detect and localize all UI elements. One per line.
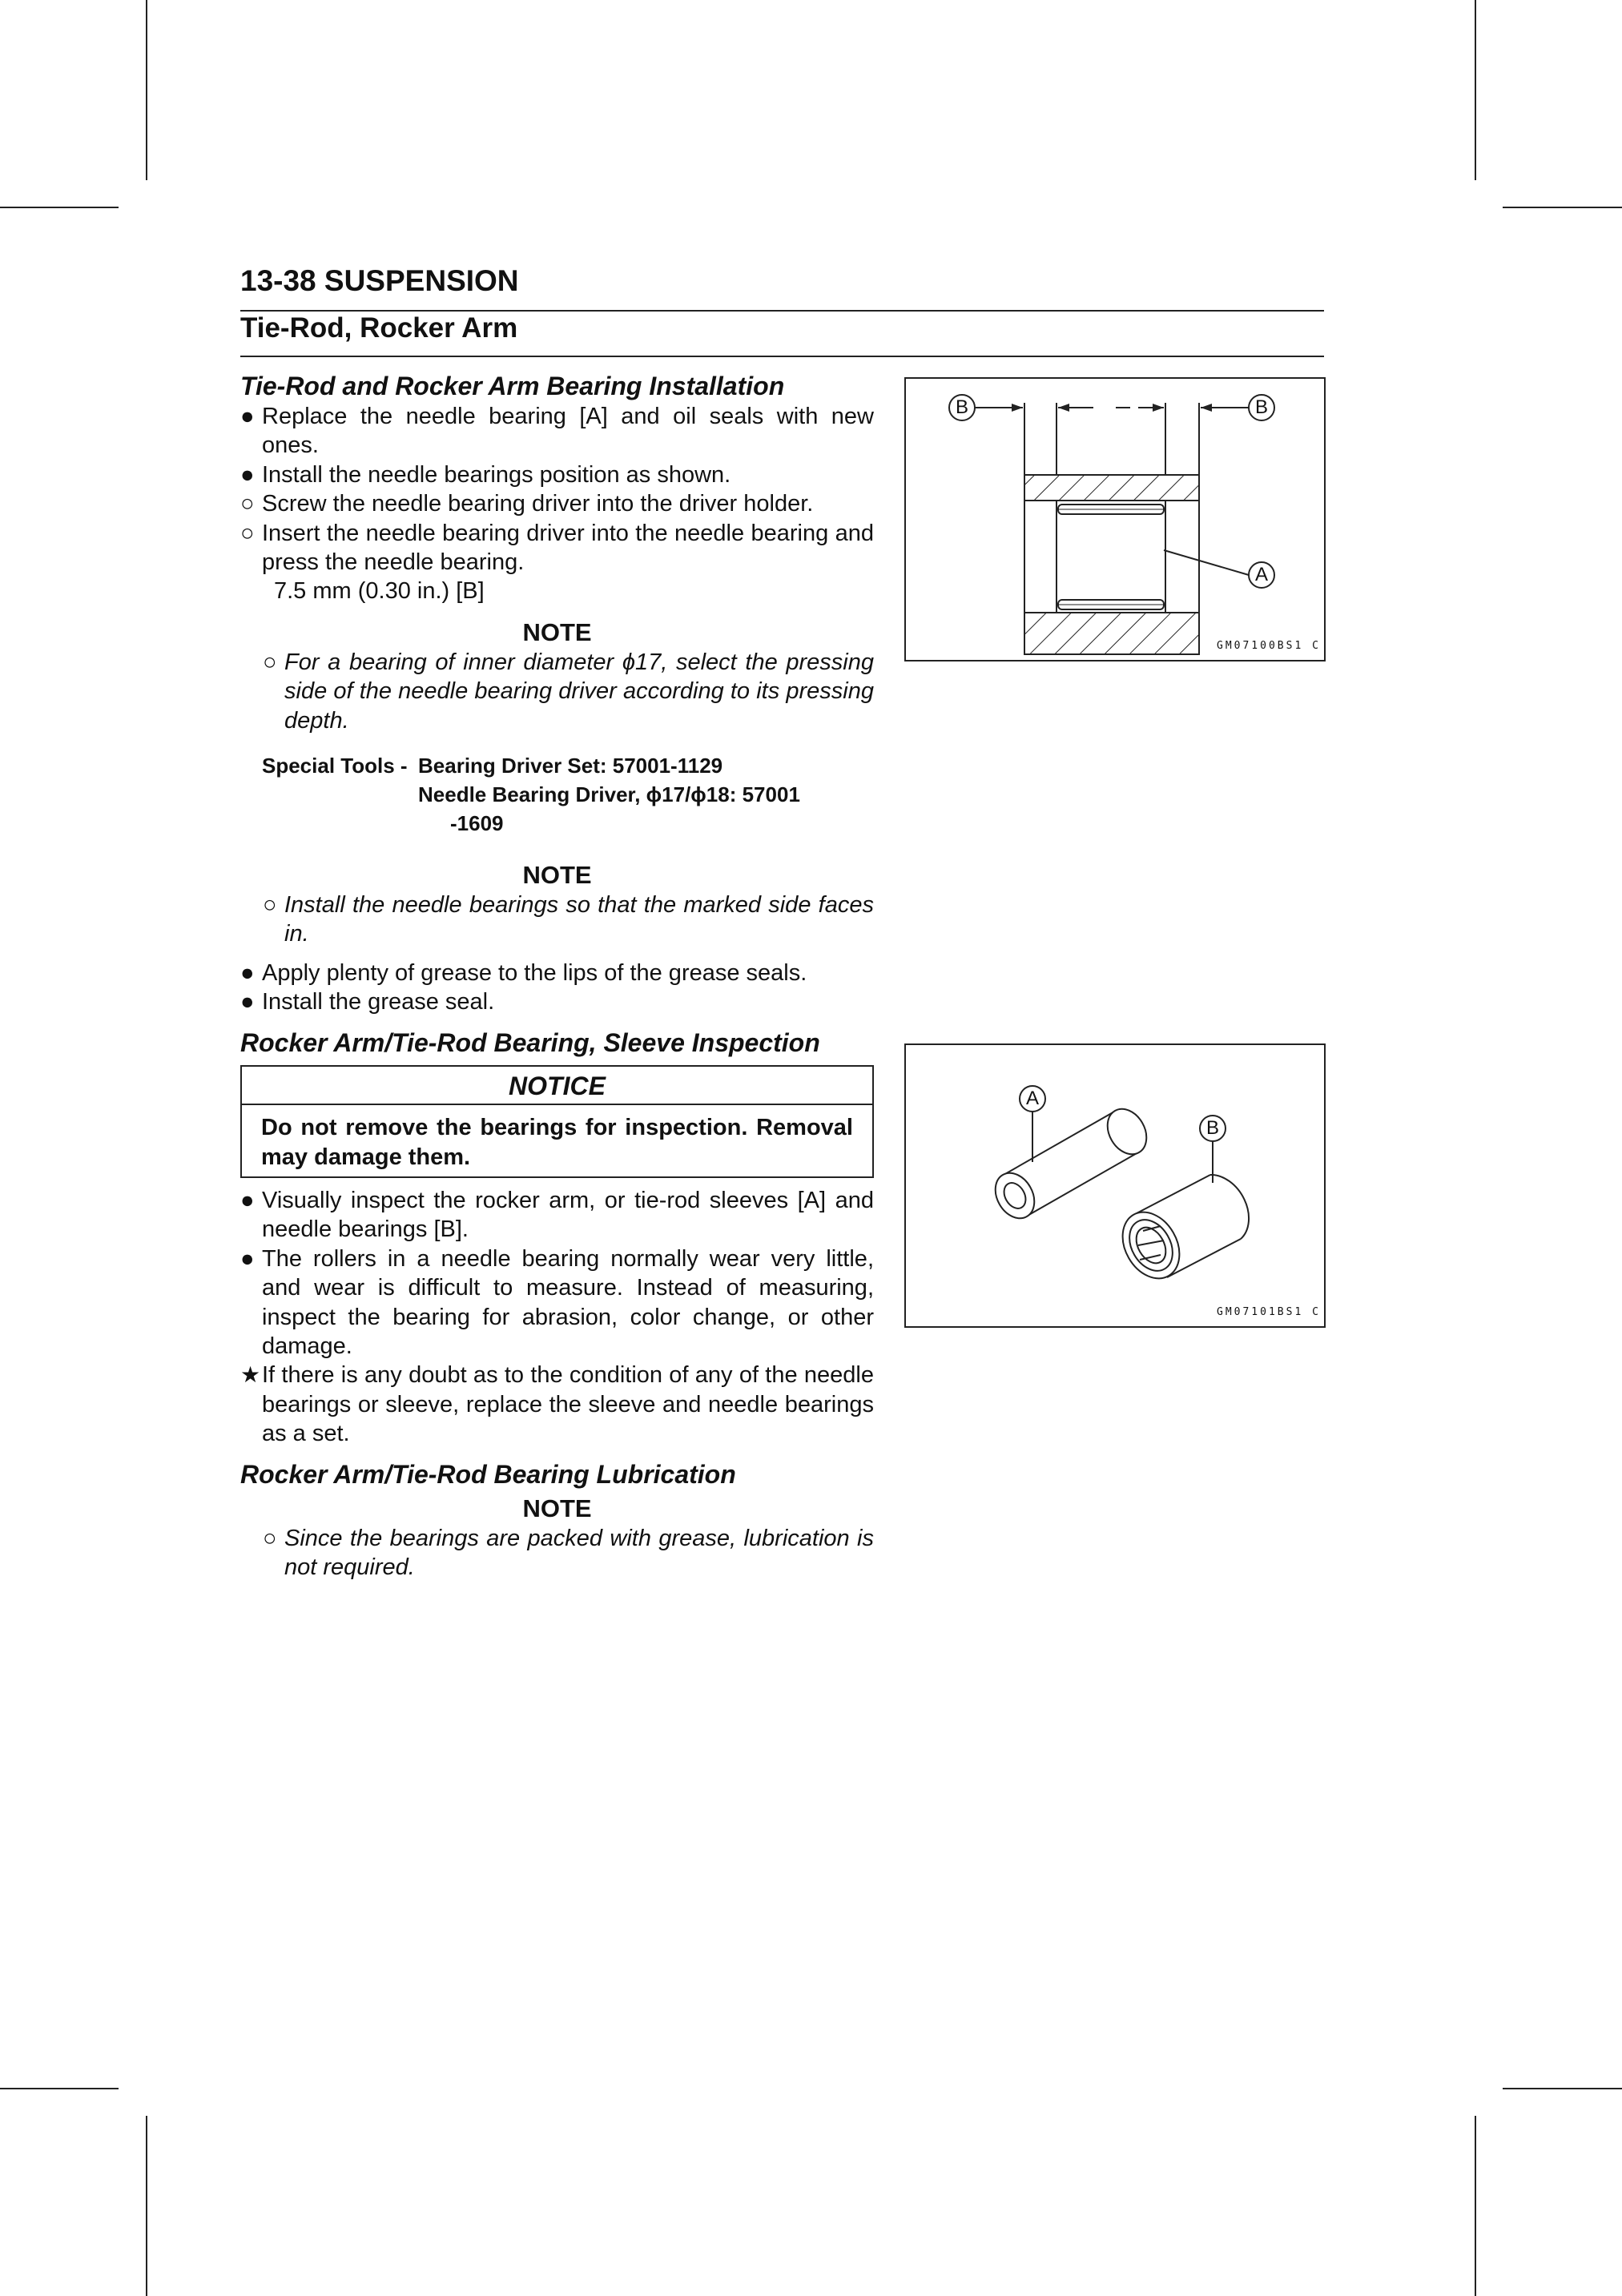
list-item — [240, 519, 874, 577]
sub-step-marker: ○ — [263, 649, 277, 675]
install-step-5: Apply plenty of grease to the lips of the grease seals. — [262, 959, 807, 986]
note-heading: NOTE — [522, 617, 592, 646]
list-item — [240, 987, 874, 1016]
notice-heading: NOTICE — [242, 1067, 872, 1105]
special-tool-1: Bearing Driver Set: 57001-1129 — [418, 754, 723, 778]
bullet-marker: ● — [240, 1245, 255, 1272]
header-rule — [240, 310, 1324, 312]
inspection-condition: If there is any doubt as to the condition of any of the needle bearings or sleeve, replace the sleeve and needle bearings as a set. — [262, 1362, 874, 1447]
sleeve-bearing-drawing — [906, 1045, 1324, 1326]
bearing-section-figure — [904, 377, 1326, 661]
sub-step-marker: ○ — [263, 892, 277, 919]
star-marker: ★ — [240, 1362, 261, 1388]
crop-mark — [1503, 2088, 1622, 2089]
callout-label-b: B — [1205, 1117, 1219, 1139]
callout-label-a: A — [1254, 564, 1268, 585]
sub-step-marker: ○ — [240, 520, 255, 546]
note-text: For a bearing of inner diameter ϕ17, select the pressing side of the needle bearing driver according to its pressing depth. — [284, 649, 874, 734]
install-step-3: Screw the needle bearing driver into the driver holder. — [262, 491, 814, 517]
bullet-marker: ● — [240, 959, 255, 986]
note-item — [240, 891, 874, 949]
bullet-marker: ● — [240, 989, 255, 1015]
crop-mark — [1475, 2116, 1476, 2296]
note-item — [240, 648, 874, 735]
sleeve-bearing-figure — [904, 1043, 1326, 1328]
list-item — [240, 402, 874, 460]
special-tool-2-cont: -1609 — [450, 811, 504, 836]
bullet-marker: ● — [240, 1187, 255, 1213]
note-item — [240, 1524, 874, 1582]
list-item — [240, 489, 874, 518]
bearing-section-drawing — [906, 379, 1324, 660]
section-title: Tie-Rod, Rocker Arm — [240, 312, 518, 344]
figure-code: GM07101BS1 C — [1217, 1306, 1321, 1318]
sub-step-marker: ○ — [263, 1525, 277, 1551]
special-tools-label: Special Tools - — [262, 754, 408, 778]
crop-mark — [146, 0, 147, 180]
note-heading: NOTE — [522, 861, 592, 890]
crop-mark — [1503, 207, 1622, 208]
figure-code: GM07100BS1 C — [1217, 640, 1321, 652]
note-text: Since the bearings are packed with grease, lubrication is not required. — [284, 1525, 874, 1580]
crop-mark — [146, 2116, 147, 2296]
bullet-marker: ● — [240, 404, 255, 429]
install-step-6: Install the grease seal. — [262, 989, 495, 1015]
crop-mark — [0, 2088, 119, 2089]
sub-step-marker: ○ — [240, 491, 255, 517]
install-step-2: Install the needle bearings position as shown. — [262, 461, 731, 488]
section-rule — [240, 356, 1324, 357]
inspection-heading: Rocker Arm/Tie-Rod Bearing, Sleeve Inspection — [240, 1027, 820, 1057]
press-depth-spec: 7.5 mm (0.30 in.) [B] — [274, 578, 485, 605]
inspection-step-2: The rollers in a needle bearing normally wear very little, and wear is difficult to measure. Instead of measuring, inspect the bearing for abrasion, color change, or other damage. — [262, 1245, 874, 1359]
callout-label-b: B — [955, 396, 968, 418]
list-item — [240, 1186, 874, 1245]
install-step-4: Insert the needle bearing driver into the needle bearing and press the needle bearing. — [262, 520, 874, 576]
main-text-column — [240, 370, 874, 1582]
special-tool-2: Needle Bearing Driver, ϕ17/ϕ18: 57001 — [418, 782, 800, 807]
bullet-marker: ● — [240, 461, 255, 488]
note-heading: NOTE — [522, 1494, 592, 1522]
inspection-step-1: Visually inspect the rocker arm, or tie-rod sleeves [A] and needle bearings [B]. — [262, 1187, 874, 1243]
crop-mark — [1475, 0, 1476, 180]
callout-label-b: B — [1254, 396, 1268, 418]
notice-text: Do not remove the bearings for inspection. Removal may damage them. — [261, 1115, 853, 1170]
lubrication-heading: Rocker Arm/Tie-Rod Bearing Lubrication — [240, 1459, 736, 1489]
crop-mark — [0, 207, 119, 208]
note-text: Install the needle bearings so that the marked side faces in. — [284, 892, 874, 947]
page-title: 13-38 SUSPENSION — [240, 264, 519, 297]
list-item — [240, 959, 874, 987]
list-item — [240, 1361, 874, 1448]
install-step-1: Replace the needle bearing [A] and oil seals with new ones. — [262, 404, 874, 459]
notice-box — [240, 1065, 874, 1178]
install-heading: Tie-Rod and Rocker Arm Bearing Installation — [240, 372, 785, 400]
list-item — [240, 460, 874, 489]
callout-label-a: A — [1025, 1088, 1039, 1109]
special-tools — [240, 751, 874, 838]
list-item — [240, 1245, 874, 1361]
